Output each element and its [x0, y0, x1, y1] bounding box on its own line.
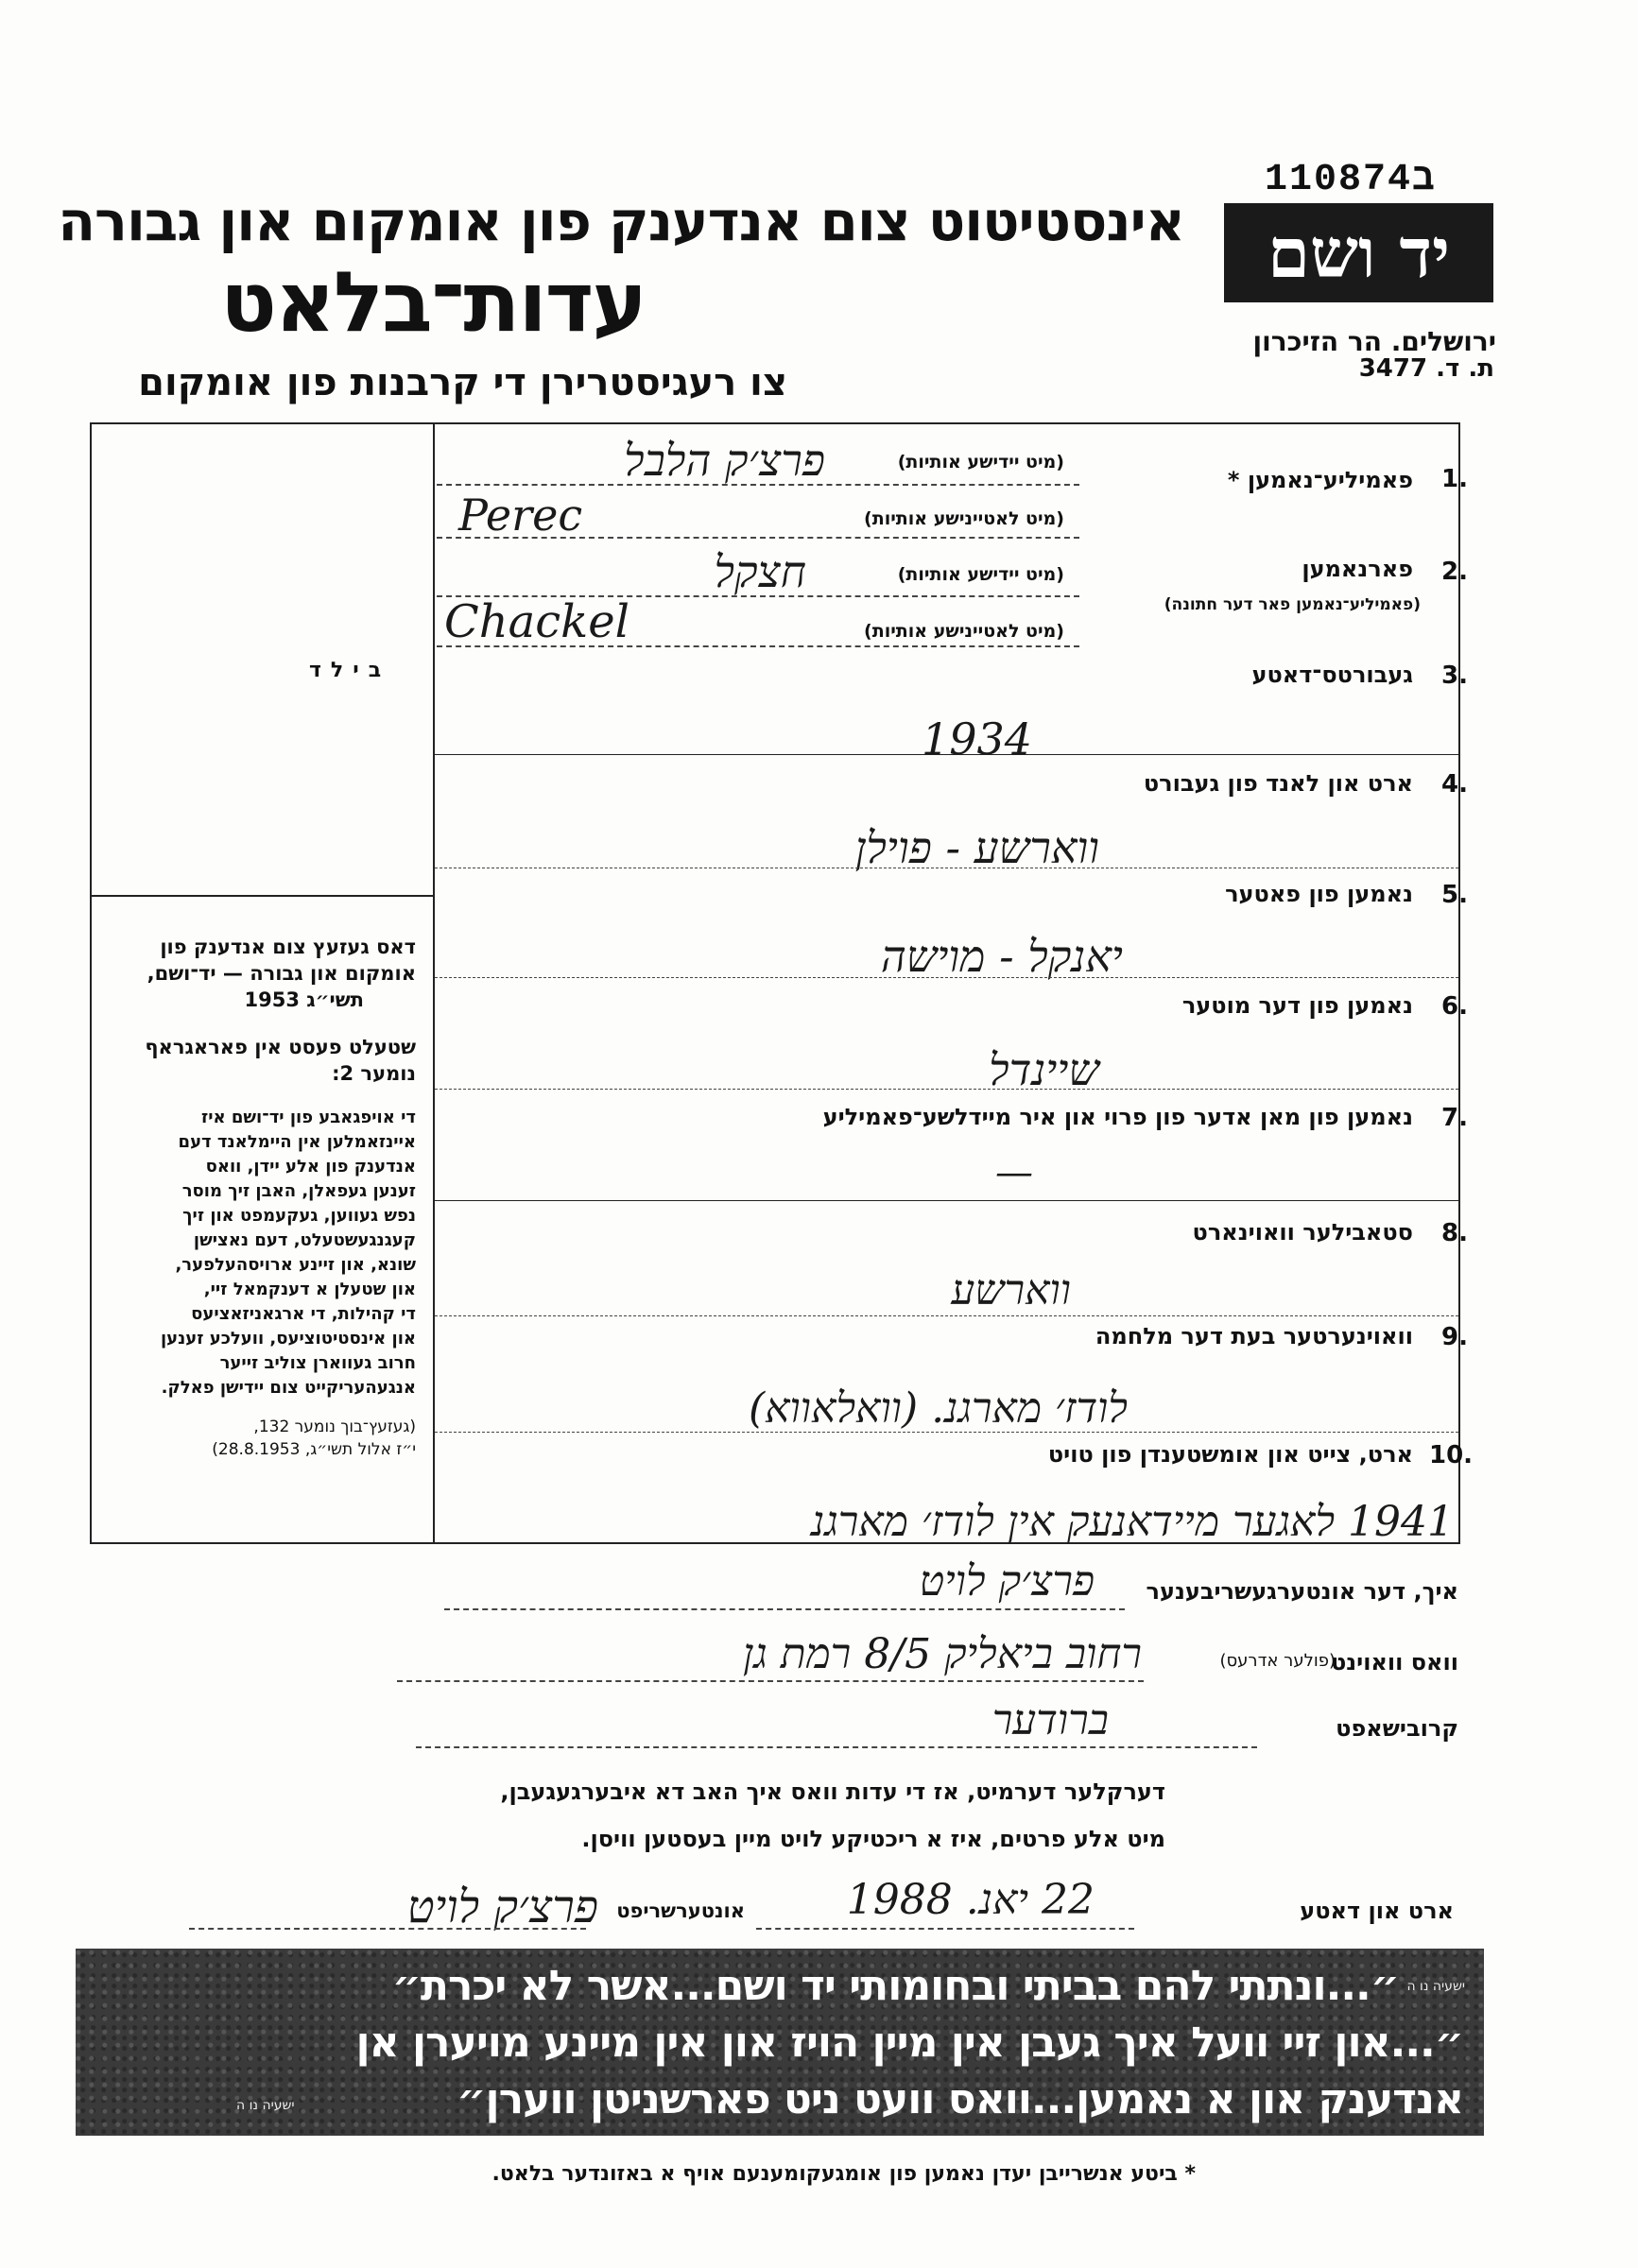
quote-banner — [76, 1949, 1484, 2136]
field-6-line — [435, 1089, 1458, 1090]
field-1-line — [437, 484, 1079, 486]
law-para-3-line: קעגנגעשטעלט, דעם נאצישן — [193, 1230, 416, 1250]
field-8-number: 8. — [1441, 1219, 1468, 1247]
field-2-sub-yiddish: (מיט יידישע אותיות) — [897, 564, 1064, 585]
field-1-sub-yiddish: (מיט יידישע אותיות) — [897, 452, 1064, 472]
field-1-label: פאמיליע־נאמען * — [1227, 467, 1413, 493]
declaration-line-2: מיט אלע פרטים, איז א ריכטיקע לויט מיין בעסטען וויסן. — [581, 1826, 1165, 1852]
field-5-value[interactable]: יאנקל - מוישה — [880, 931, 1123, 982]
field-4-number: 4. — [1441, 770, 1468, 799]
field-9-label: וואוינערטער בעת דער מלחמה — [1095, 1323, 1413, 1349]
signature-value[interactable]: פרצ׳ק לויט — [406, 1881, 598, 1933]
field-6-label: נאמען פון דער מוטער — [1181, 992, 1413, 1019]
field-9-line — [435, 1432, 1458, 1433]
field-5-label: נאמען פון פאטער — [1225, 881, 1413, 907]
field-10-number: 10. — [1429, 1441, 1474, 1469]
field-2-sub-latin: (מיט לאטיינישע אותיות) — [864, 621, 1064, 642]
law-para-2-line: נומער 2: — [332, 1062, 416, 1085]
field-6-number: 6. — [1441, 992, 1468, 1021]
photo-box — [92, 424, 432, 895]
address-value[interactable]: רחוב ביאליק 8/5 רמת גן — [743, 1630, 1142, 1678]
field-3-value[interactable]: 1934 — [922, 713, 1033, 765]
date-line — [756, 1928, 1134, 1930]
field-1-value-latin[interactable]: Perec — [458, 490, 583, 541]
declaration-line-1: דערקלער דערמיט, אז די עדות וואס איך האב דא איבערגעגעבן, — [500, 1778, 1165, 1805]
sidebar-divider — [433, 422, 435, 1542]
field-2-note: (פאמיליע־נאמען פאר דער חתונה) — [1164, 595, 1421, 614]
banner-line-3: אנדענק און א נאמען...וואס וועט ניט פארשניטן ווערן״ — [457, 2075, 1463, 2123]
field-6-value[interactable]: שיינדל — [989, 1044, 1099, 1095]
field-7-value[interactable]: — — [995, 1151, 1033, 1194]
law-para-3-line: די אויפגאבע פון יד־ושם איז — [200, 1108, 416, 1127]
field-1-sub-latin: (מיט לאטיינישע אותיות) — [864, 508, 1064, 529]
kinship-value[interactable]: ברודער — [991, 1696, 1109, 1744]
field-8-label: סטאבילער וואוינארט — [1192, 1219, 1413, 1246]
field-8-line — [435, 1315, 1458, 1316]
declarant-name-line — [444, 1608, 1125, 1610]
institute-title: אינסטיטוט צום אנדענק פון אומקום און גבורה — [58, 189, 1184, 253]
field-3-label: געבורטס־דאטע — [1251, 662, 1413, 688]
address-line-2: ת. ד. 3477 — [1358, 354, 1494, 383]
field-3-number: 3. — [1441, 662, 1468, 690]
address-label: וואס וואוינט — [1330, 1649, 1458, 1675]
form-right-border — [1458, 422, 1460, 1542]
banner-ref-2: ישעיה נו ה — [236, 2098, 295, 2113]
page-subtitle: צו רעגיסטרירן די קרבנות פון אומקום — [138, 361, 787, 404]
field-9-number: 9. — [1441, 1323, 1468, 1351]
banner-ref-1: ישעיה נו ה — [1406, 1979, 1465, 1994]
law-para-3-line: אנגעהעריקייט צום יידישן פאלק. — [161, 1378, 416, 1398]
page-title: עדות־בלאט — [220, 253, 646, 351]
address-sub-label: (פולער אדרעס) — [1219, 1651, 1336, 1671]
logo-text: יד ושם — [1267, 212, 1450, 293]
field-9-value[interactable]: לודז׳ מארגנ. (וואלאווא) — [748, 1384, 1128, 1433]
field-5-line — [435, 977, 1458, 978]
field-2-value-yiddish[interactable]: חצקל — [714, 546, 806, 597]
banner-line-1: ״...ונתתי להם בביתי ובחומותי יד ושם...אשר לא יכרת״ — [391, 1962, 1399, 2010]
field-3-line — [435, 754, 1458, 755]
law-para-3-line: זענען געפאלן, האבן זיך מוסר — [181, 1181, 416, 1201]
field-10-value[interactable]: 1941 לאגער מיידאנעק אין לודז׳ מארגנ — [810, 1498, 1454, 1546]
kinship-label: קרובישאפט — [1336, 1715, 1458, 1742]
law-para-3-line: שונא, און זיינע ארויסהעלפער, — [175, 1255, 416, 1275]
law-citation: (געזעץ־בוך נומער 132, — [253, 1418, 416, 1436]
field-7-label: נאמען פון מאן אדער פון פרוי און איר מיידלשע־פאמיליע — [822, 1104, 1413, 1130]
photo-box-bottom — [90, 895, 433, 897]
law-para-3-line: חרוב געווארן צוליב זייער — [219, 1353, 416, 1373]
signature-line — [189, 1928, 586, 1930]
footnote: * ביטע אנשרייבן יעדן נאמען פון אומגעקומענעם אויף א באזונדער בלאט. — [491, 2162, 1196, 2186]
declarant-name[interactable]: פרצ׳ק לויט — [919, 1557, 1095, 1606]
signature-label: אונטערשריפט — [616, 1899, 745, 1922]
law-para-3-line: איינזאמלען אין היימלאנד דעם — [178, 1132, 416, 1152]
kinship-line — [416, 1746, 1257, 1748]
field-1-line — [437, 537, 1079, 539]
law-para-1-line: תשי״ג 1953 — [244, 988, 364, 1011]
date-value[interactable]: 22 יאנ. 1988 — [846, 1876, 1095, 1924]
field-2-line — [437, 645, 1079, 647]
law-para-3-line: און אינסטיטוציעס, וועלכע זענען — [160, 1329, 416, 1349]
law-para-3-line: אנדענק פון אלע יידן, וואס — [205, 1157, 416, 1177]
yad-vashem-logo — [1224, 203, 1493, 302]
law-para-1-line: דאס געזעץ צום אנדענק פון — [160, 936, 416, 958]
law-para-2-line: שטעלט פעסט אין פאראגראף — [145, 1036, 416, 1058]
field-2-label: פארנאמען — [1302, 556, 1413, 582]
photo-box-label: בילד — [309, 659, 391, 682]
law-para-3-line: און שטעלן א דענקמאל זיי, — [203, 1280, 416, 1299]
field-7-number: 7. — [1441, 1104, 1468, 1132]
field-4-label: ארט און לאנד פון געבורט — [1143, 770, 1413, 797]
banner-line-2: ״...און זיי וועל איך געבן אין מיין הויז און אין מיינע מויערן אן — [355, 2019, 1463, 2067]
law-para-1-line: אומקום און גבורה — יד־ושם, — [147, 962, 416, 985]
declarant-label: איך, דער אונטערגעשריבענער — [1146, 1578, 1458, 1605]
field-5-number: 5. — [1441, 881, 1468, 909]
field-2-value-latin[interactable]: Chackel — [444, 595, 629, 648]
field-10-label: ארט, צייט און אומשטענדן פון טויט — [1047, 1441, 1413, 1468]
serial-number: ב110874 — [1265, 159, 1438, 201]
law-citation: י״ז אלול תשי״ג, 28.8.1953) — [212, 1440, 416, 1459]
field-7-line — [435, 1200, 1458, 1201]
field-1-number: 1. — [1441, 465, 1468, 493]
law-para-3-line: נפש געווען, געקעמפט און זיך — [182, 1206, 416, 1226]
address-line-1: ירושלים. הר הזיכרון — [1252, 326, 1496, 357]
address-line — [397, 1680, 1144, 1682]
field-2-number: 2. — [1441, 558, 1468, 586]
date-label: ארט און דאטע — [1300, 1898, 1454, 1924]
field-4-value[interactable]: ווארשע - פוילן — [854, 822, 1099, 873]
field-8-value[interactable]: ווארשע — [951, 1266, 1071, 1314]
law-para-3-line: די קהילות, די ארגאניזאציעס — [191, 1304, 416, 1324]
field-1-value-yiddish[interactable]: פרצ׳ק הלבל — [624, 435, 825, 486]
law-notice — [104, 934, 416, 1461]
